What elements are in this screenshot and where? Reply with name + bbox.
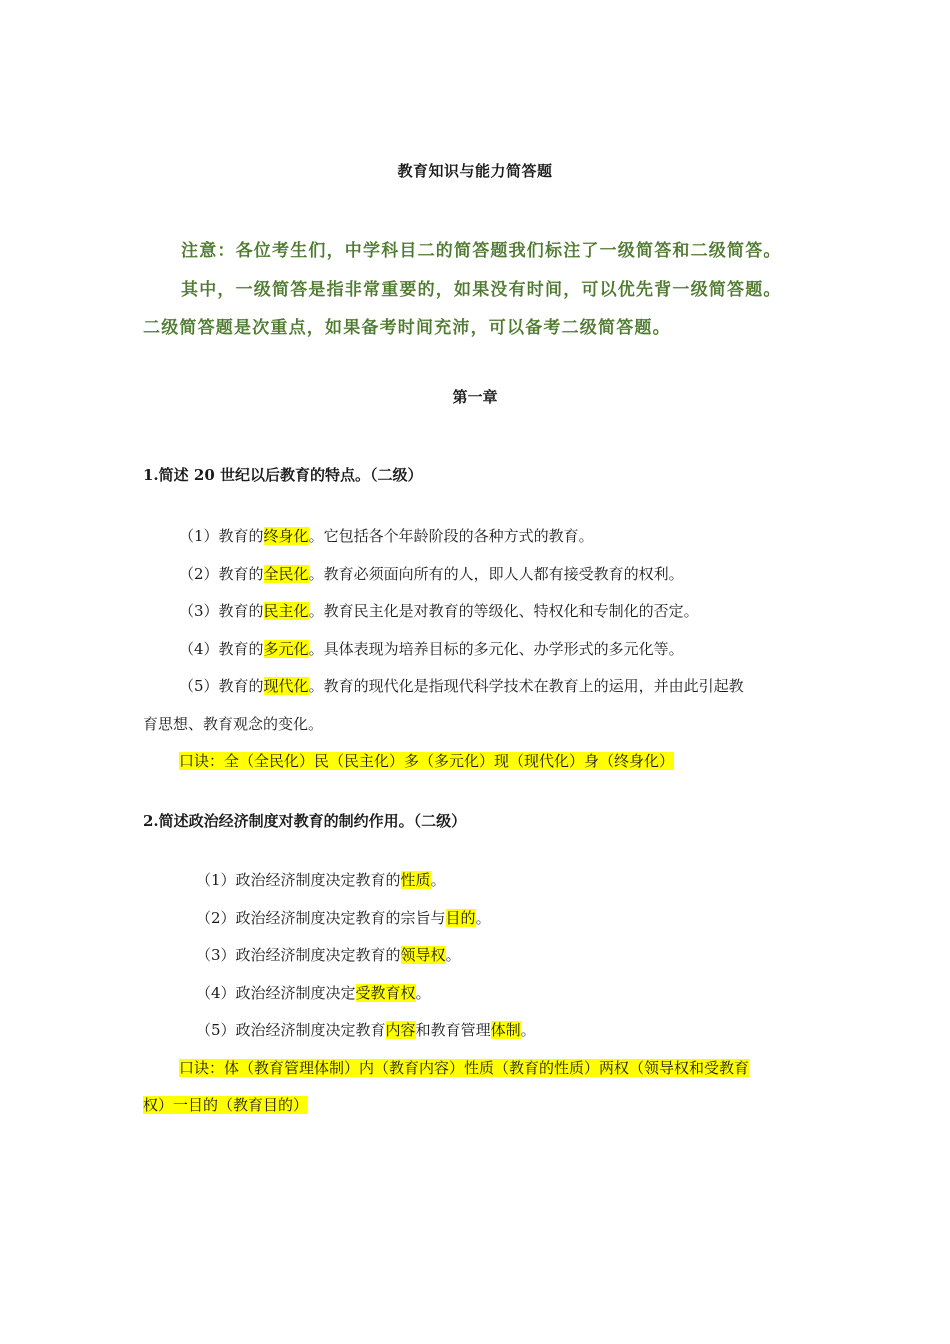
q2-item-1-rest: 。 <box>430 871 446 889</box>
q2-item-3-key: 领导权 <box>400 946 446 964</box>
q1-item-3-rest: 。教育民主化是对教育的等级化、特权化和专制化的否定。 <box>308 602 699 620</box>
q1-item-5-prefix: （5）教育的 <box>179 677 264 695</box>
q2-item-4 <box>143 975 823 1013</box>
q1-item-3 <box>143 593 823 631</box>
q1-item-1-key: 终身化 <box>263 527 309 545</box>
q2-mnemonic-line-2 <box>143 1087 823 1125</box>
document-title: 教育知识与能力简答题 <box>397 162 553 180</box>
q1-item-3-prefix: （3）教育的 <box>179 602 264 620</box>
q2-item-1-prefix: （1）政治经济制度决定教育的 <box>196 871 401 889</box>
question-2-answer <box>143 862 823 1125</box>
q2-item-2-key: 目的 <box>445 908 476 927</box>
q2-item-5-key-1: 内容 <box>385 1021 416 1039</box>
q2-mnemonic-part-2: 权）一目的（教育目的） <box>143 1096 309 1114</box>
q1-item-2-prefix: （2）教育的 <box>179 564 264 583</box>
q2-item-3 <box>143 937 823 975</box>
q1-item-4-key: 多元化 <box>263 639 309 658</box>
q1-item-4 <box>143 631 823 669</box>
q2-item-5 <box>143 1012 823 1050</box>
q2-item-4-rest: 。 <box>415 983 431 1002</box>
chapter-heading: 第一章 <box>452 388 498 406</box>
q1-item-3-key: 民主化 <box>263 602 309 620</box>
q1-item-4-rest: 。具体表现为培养目标的多元化、办学形式的多元化等。 <box>308 639 684 658</box>
question-1-heading: 1.简述 20 世纪以后教育的特点。（二级） <box>143 466 423 484</box>
q1-item-1-prefix: （1）教育的 <box>179 527 264 545</box>
q2-item-5-mid: 和教育管理 <box>415 1021 491 1039</box>
q2-item-3-prefix: （3）政治经济制度决定教育的 <box>196 946 401 964</box>
question-2-heading: 2.简述政治经济制度对教育的制约作用。（二级） <box>143 812 467 830</box>
q1-item-2-rest: 。教育必须面向所有的人，即人人都有接受教育的权利。 <box>308 564 684 583</box>
q2-item-1 <box>143 862 823 900</box>
q2-item-4-prefix: （4）政治经济制度决定 <box>196 983 356 1002</box>
q1-item-1 <box>143 518 823 556</box>
q1-item-2 <box>143 556 823 594</box>
q2-item-5-rest: 。 <box>520 1021 536 1039</box>
notice-block <box>143 232 823 348</box>
q1-item-5 <box>143 668 823 706</box>
q1-item-5-continued: 育思想、教育观念的变化。 <box>143 714 324 733</box>
q2-item-2 <box>143 900 823 938</box>
notice-line-3: 二级简答题是次重点，如果备考时间充沛，可以备考二级简答题。 <box>143 318 671 338</box>
notice-line-1: 注意：各位考生们，中学科目二的简答题我们标注了一级简答和二级简答。 <box>181 241 782 261</box>
q2-item-5-prefix: （5）政治经济制度决定教育 <box>196 1021 386 1039</box>
q2-item-5-key-2: 体制 <box>490 1021 521 1039</box>
notice-line-2: 其中，一级简答是指非常重要的，如果没有时间，可以优先背一级简答题。 <box>181 279 782 300</box>
question-1-answer <box>143 518 823 781</box>
q2-item-3-rest: 。 <box>445 946 461 964</box>
q1-mnemonic: 口诀：全（全民化）民（民主化）多（多元化）现（现代化）身（终身化） <box>179 752 675 770</box>
q2-mnemonic-part-1: 口诀：体（教育管理体制）内（教育内容）性质（教育的性质）两权（领导权和受教育 <box>179 1058 750 1077</box>
q2-mnemonic-line-1 <box>143 1050 823 1088</box>
q1-item-2-key: 全民化 <box>263 564 309 583</box>
q1-item-5-key: 现代化 <box>263 677 309 695</box>
q1-item-4-prefix: （4）教育的 <box>179 639 264 658</box>
q1-mnemonic-line <box>143 743 823 781</box>
q1-item-1-rest: 。它包括各个年龄阶段的各种方式的教育。 <box>308 527 594 545</box>
q2-item-2-rest: 。 <box>475 908 491 927</box>
q2-item-2-prefix: （2）政治经济制度决定教育的宗旨与 <box>196 908 446 927</box>
q2-item-1-key: 性质 <box>400 871 431 889</box>
q2-item-4-key: 受教育权 <box>355 983 416 1002</box>
q1-item-5-rest: 。教育的现代化是指现代科学技术在教育上的运用，并由此引起教 <box>308 677 744 695</box>
